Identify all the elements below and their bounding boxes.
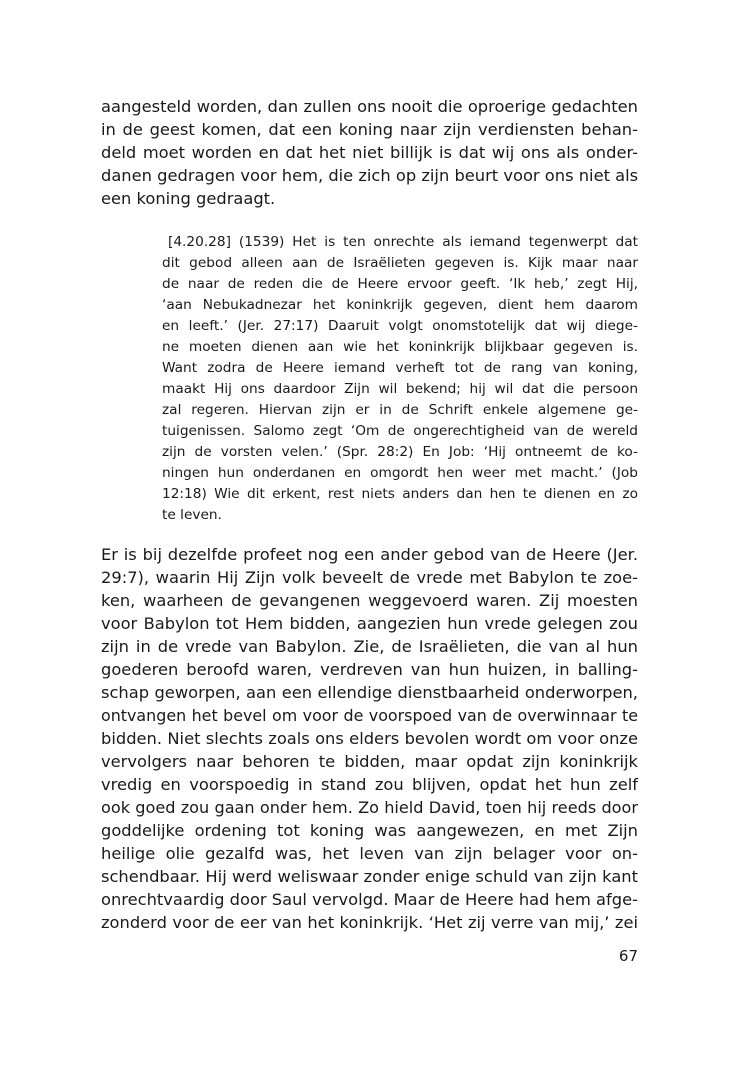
main-paragraph-line: vredig en voorspoedig in stand zou blijven, opdat het hun zelf	[101, 775, 638, 794]
quote-line: tuigenissen. Salomo zegt ‘Om de ongerechtigheid van de wereld	[162, 423, 638, 439]
quote-line: en leeft.’ (Jer. 27:17) Daaruit volgt onomstotelijk dat wij diege-	[162, 318, 638, 334]
quote-line: Want zodra de Heere iemand verheft tot de rang van koning,	[162, 360, 638, 376]
quote-line: ‘aan Nebukadnezar het koninkrijk gegeven, dient hem daarom	[162, 297, 638, 313]
main-paragraph-line: 29:7), waarin Hij Zijn volk beveelt de vrede met Babylon te zoe-	[101, 568, 638, 587]
main-paragraph-line: schendbaar. Hij werd weliswaar zonder enige schuld van zijn kant	[101, 867, 638, 886]
main-paragraph-line: zijn in de vrede van Babylon. Zie, de Israëlieten, die van al hun	[101, 637, 638, 656]
quote-line: te leven.	[162, 507, 222, 523]
main-paragraph-line: vervolgers naar behoren te bidden, maar opdat zijn koninkrijk	[101, 752, 638, 771]
top-paragraph-line: danen gedragen voor hem, die zich op zijn beurt voor ons niet als	[101, 166, 639, 185]
quote-line: dit gebod alleen aan de Israëlieten gegeven is. Kijk maar naar	[162, 255, 638, 271]
main-paragraph-line: zonderd voor de eer van het koninkrijk. ‘Het zij verre van mij,’ zei	[101, 913, 638, 932]
main-paragraph-line: goddelijke ordening tot koning was aangewezen, en met Zijn	[101, 821, 638, 840]
main-paragraph-line: ook goed zou gaan onder hem. Zo hield David, toen hij reeds door	[101, 798, 638, 817]
quote-line: ne moeten dienen aan wie het koninkrijk blijkbaar gegeven is.	[162, 339, 638, 355]
main-paragraph-line: goederen beroofd waren, verdreven van hun huizen, in balling-	[101, 660, 638, 679]
main-paragraph-line: bidden. Niet slechts zoals ons elders bevolen wordt om voor onze	[101, 729, 638, 748]
quote-line: 12:18) Wie dit erkent, rest niets anders dan hen te dienen en zo	[162, 486, 638, 502]
top-paragraph-line: aangesteld worden, dan zullen ons nooit die oproerige gedachten	[101, 97, 638, 116]
main-paragraph-line: heilige olie gezalfd was, het leven van zijn belager voor on-	[101, 844, 638, 863]
page-number: 67	[618, 947, 638, 965]
main-paragraph-line: onrechtvaardig door Saul vervolgd. Maar de Heere had hem afge-	[101, 890, 638, 909]
main-paragraph-line: ken, waarheen de gevangenen weggevoerd waren. Zij moesten	[101, 591, 638, 610]
top-paragraph-line: een koning gedraagt.	[101, 189, 276, 208]
main-paragraph-line: Er is bij dezelfde profeet nog een ander gebod van de Heere (Jer.	[101, 545, 638, 564]
main-paragraph-line: voor Babylon tot Hem bidden, aangezien hun vrede gelegen zou	[101, 614, 638, 633]
quote-line: ningen hun onderdanen en omgordt hen weer met macht.’ (Job	[162, 465, 638, 481]
main-paragraph-line: schap geworpen, aan een ellendige dienstbaarheid onderworpen,	[101, 683, 638, 702]
main-paragraph-line: ontvangen het bevel om voor de voorspoed van de overwinnaar te	[101, 706, 638, 725]
top-paragraph-line: deld moet worden en dat het niet billijk is dat wij ons als onder-	[101, 143, 638, 162]
quote-line: maakt Hij ons daardoor Zijn wil bekend; hij wil dat die persoon	[162, 381, 638, 397]
quote-line: zal regeren. Hiervan zijn er in de Schrift enkele algemene ge-	[162, 402, 638, 418]
top-paragraph-line: in de geest komen, dat een koning naar zijn verdiensten behan-	[101, 120, 638, 139]
quote-line: zijn de vorsten velen.’ (Spr. 28:2) En Job: ‘Hij ontneemt de ko-	[162, 444, 638, 460]
quote-line: [4.20.28] (1539) Het is ten onrechte als iemand tegenwerpt dat	[168, 234, 638, 250]
quote-line: de naar de reden die de Heere ervoor geeft. ‘Ik heb,’ zegt Hij,	[162, 276, 638, 292]
